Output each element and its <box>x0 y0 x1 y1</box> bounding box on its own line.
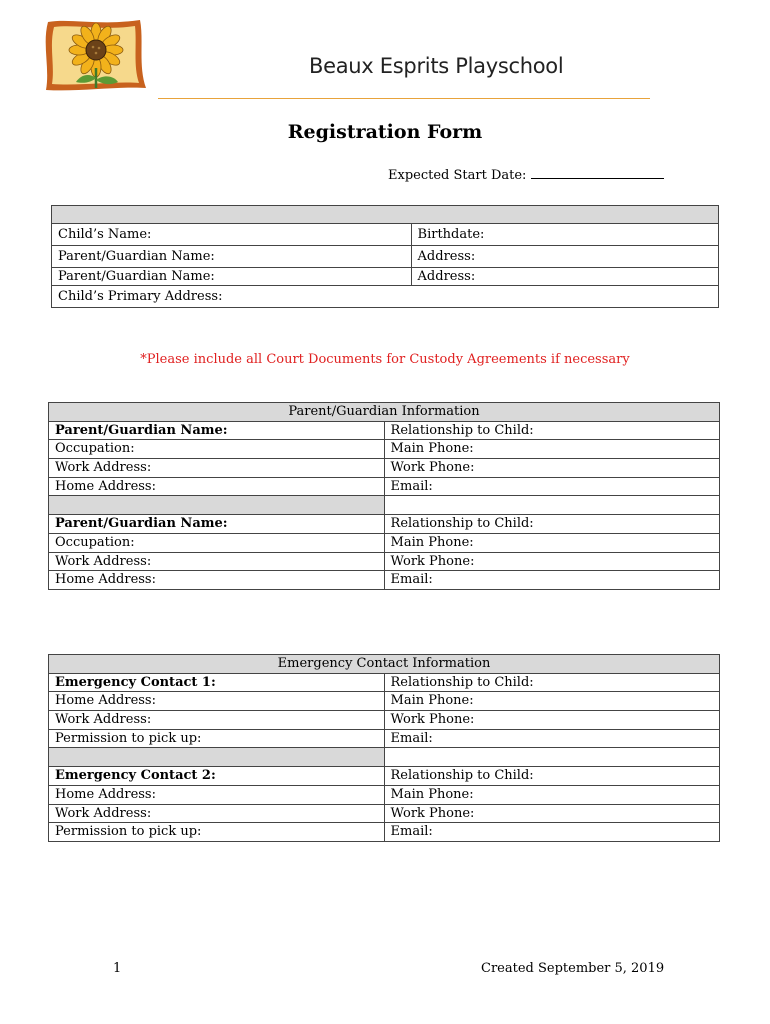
emergency-1-relationship-field[interactable]: Relationship to Child: <box>384 673 719 692</box>
created-date: Created September 5, 2019 <box>481 961 665 976</box>
guardian-separator-right <box>384 496 719 515</box>
header-divider <box>158 98 650 99</box>
primary-address-field[interactable]: Child’s Primary Address: <box>52 286 719 308</box>
emergency-2-home-address-field[interactable]: Home Address: <box>49 785 385 804</box>
emergency-1-main-phone-field[interactable]: Main Phone: <box>384 692 719 711</box>
guardian-1-main-phone-field[interactable]: Main Phone: <box>384 440 719 459</box>
emergency-2-email-field[interactable]: Email: <box>384 823 719 842</box>
school-name: Beaux Esprits Playschool <box>309 54 564 78</box>
guardian-1-relationship-field[interactable]: Relationship to Child: <box>384 421 719 440</box>
guardian-separator-left <box>49 496 385 515</box>
page-number: 1 <box>113 961 122 976</box>
emergency-1-work-address-field[interactable]: Work Address: <box>49 711 385 730</box>
birthdate-field[interactable]: Birthdate: <box>411 224 718 246</box>
emergency-2-work-phone-field[interactable]: Work Phone: <box>384 804 719 823</box>
guardian-2-name-field[interactable]: Parent/Guardian Name: <box>49 515 385 534</box>
emergency-2-permission-field[interactable]: Permission to pick up: <box>49 823 385 842</box>
emergency-separator-right <box>384 748 719 767</box>
emergency-separator-left <box>49 748 385 767</box>
guardian-1-home-address-field[interactable]: Home Address: <box>49 477 385 496</box>
guardian-2-relationship-field[interactable]: Relationship to Child: <box>384 515 719 534</box>
start-date-field[interactable] <box>531 166 664 179</box>
childs-name-field[interactable]: Child’s Name: <box>52 224 412 246</box>
guardian-2-home-address-field[interactable]: Home Address: <box>49 571 385 590</box>
guardian-info-table <box>48 402 720 590</box>
expected-start-date <box>388 166 664 183</box>
guardian-2-work-phone-field[interactable]: Work Phone: <box>384 552 719 571</box>
guardian-2-email-field[interactable]: Email: <box>384 571 719 590</box>
guardian-1-work-address-field[interactable]: Work Address: <box>49 459 385 478</box>
sunflower-logo <box>40 16 152 94</box>
custody-note: *Please include all Court Documents for Custody Agreements if necessary <box>140 352 630 367</box>
guardian-2-occupation-field[interactable]: Occupation: <box>49 533 385 552</box>
emergency-2-relationship-field[interactable]: Relationship to Child: <box>384 767 719 786</box>
emergency-1-email-field[interactable]: Email: <box>384 729 719 748</box>
emergency-table-title: Emergency Contact Information <box>49 655 720 674</box>
emergency-1-work-phone-field[interactable]: Work Phone: <box>384 711 719 730</box>
emergency-1-permission-field[interactable]: Permission to pick up: <box>49 729 385 748</box>
parent-guardian-name-2-field[interactable]: Parent/Guardian Name: <box>52 268 412 286</box>
guardian-2-main-phone-field[interactable]: Main Phone: <box>384 533 719 552</box>
emergency-1-name-field[interactable]: Emergency Contact 1: <box>49 673 385 692</box>
guardian-table-title: Parent/Guardian Information <box>49 403 720 422</box>
guardian-1-work-phone-field[interactable]: Work Phone: <box>384 459 719 478</box>
guardian-2-work-address-field[interactable]: Work Address: <box>49 552 385 571</box>
child-table-header <box>52 206 719 224</box>
emergency-2-name-field[interactable]: Emergency Contact 2: <box>49 767 385 786</box>
guardian-1-email-field[interactable]: Email: <box>384 477 719 496</box>
parent-guardian-name-1-field[interactable]: Parent/Guardian Name: <box>52 246 412 268</box>
start-date-label: Expected Start Date: <box>388 168 527 183</box>
emergency-1-home-address-field[interactable]: Home Address: <box>49 692 385 711</box>
emergency-2-work-address-field[interactable]: Work Address: <box>49 804 385 823</box>
emergency-info-table <box>48 654 720 842</box>
guardian-1-occupation-field[interactable]: Occupation: <box>49 440 385 459</box>
address-1-field[interactable]: Address: <box>411 246 718 268</box>
form-title: Registration Form <box>287 121 483 143</box>
child-info-table <box>51 205 719 308</box>
emergency-2-main-phone-field[interactable]: Main Phone: <box>384 785 719 804</box>
guardian-1-name-field[interactable]: Parent/Guardian Name: <box>49 421 385 440</box>
address-2-field[interactable]: Address: <box>411 268 718 286</box>
